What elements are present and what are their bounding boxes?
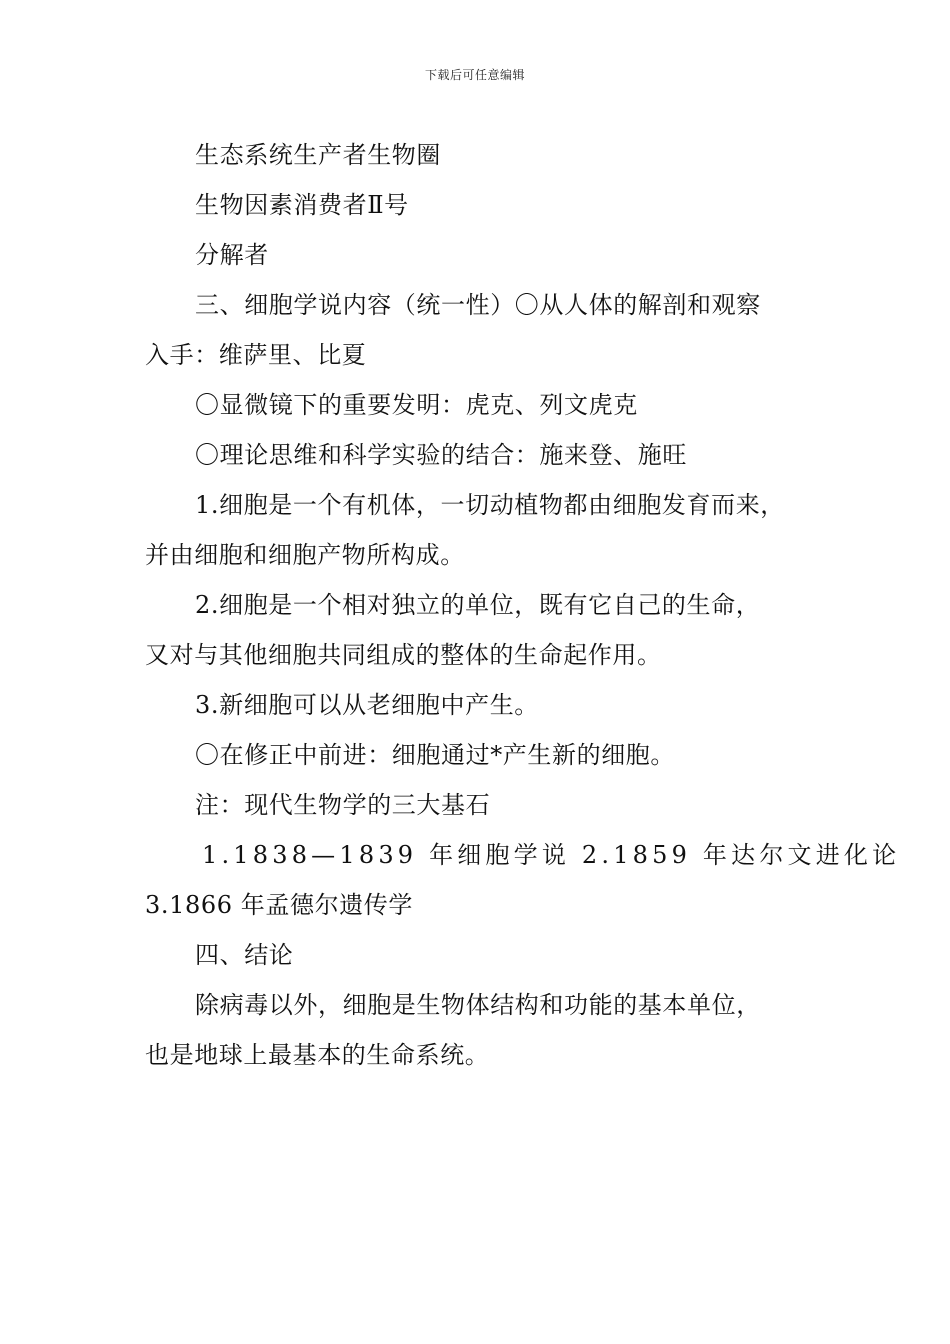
list-item-2: 2.细胞是一个相对独立的单位，既有它自己的生命， (195, 591, 761, 619)
page-header: 下载后可任意编辑 (424, 68, 525, 82)
text-line-continuation: 入手：维萨里、比夏 (145, 341, 367, 369)
list-item-1-continuation: 并由细胞和细胞产物所构成。 (145, 541, 465, 569)
text-line-revision: 〇在修正中前进：细胞通过*产生新的细胞。 (195, 741, 675, 769)
section-heading-cell-theory: 三、细胞学说内容（统一性）〇从人体的解剖和观察 (195, 291, 761, 319)
conclusion-text: 除病毒以外，细胞是生物体结构和功能的基本单位， (195, 991, 761, 1019)
note-milestones: 1.1838—1839 年细胞学说 2.1859 年达尔文进化论 (202, 841, 901, 869)
text-line-theory-experiment: 〇理论思维和科学实验的结合：施来登、施旺 (195, 441, 687, 469)
section-heading-conclusion: 四、结论 (195, 941, 294, 969)
text-line-biotic-factors: 生物因素消费者Ⅱ号 (195, 191, 409, 219)
text-line-ecosystem: 生态系统生产者生物圈 (195, 141, 441, 169)
conclusion-text-continuation: 也是地球上最基本的生命系统。 (145, 1041, 490, 1069)
list-item-3: 3.新细胞可以从老细胞中产生。 (195, 691, 539, 719)
text-line-microscope: 〇显微镜下的重要发明：虎克、列文虎克 (195, 391, 638, 419)
list-item-2-continuation: 又对与其他细胞共同组成的整体的生命起作用。 (145, 641, 662, 669)
note-milestones-continuation: 3.1866 年孟德尔遗传学 (145, 891, 414, 919)
note-heading: 注：现代生物学的三大基石 (195, 791, 491, 819)
list-item-1: 1.细胞是一个有机体，一切动植物都由细胞发育而来， (195, 491, 785, 519)
text-line-decomposers: 分解者 (195, 241, 269, 269)
document-body (145, 130, 901, 1080)
